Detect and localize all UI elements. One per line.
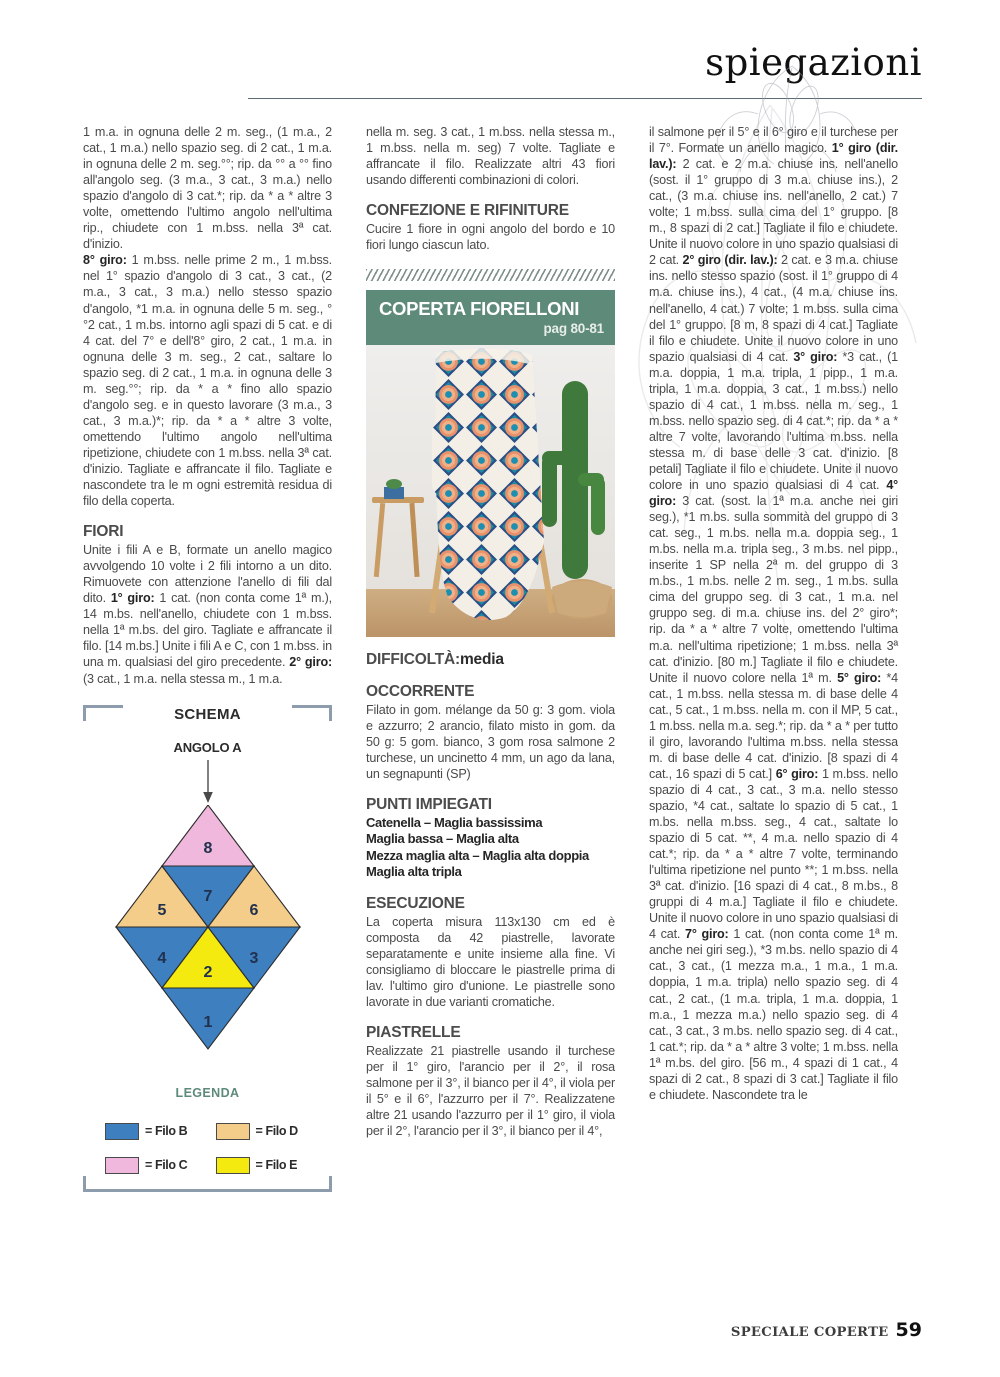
confezione-paragraph: Cucire 1 fiore in ogni angolo del bordo e 10 fiori lungo ciascun lato. bbox=[366, 222, 615, 253]
piastrelle-paragraph: Realizzate 21 piastrelle usando il turchese per il 1° giro, l'arancio per il 2°, il rosa salmone per il 3°, il bianco per il 4°, il viola per il 5° e il 6°, l'azzurro per il 7°. Realizzatene altre 21 usando l'azzurro per il 1° giro, il viola per il 2°, l'arancio per il 3°, il bianco per il 4°, bbox=[366, 1043, 615, 1139]
occorrente-heading: OCCORRENTE bbox=[366, 682, 475, 700]
legend-swatch-filo-c bbox=[105, 1157, 139, 1174]
piastrelle-heading: PIASTRELLE bbox=[366, 1023, 461, 1041]
punti-impiegati-heading: PUNTI IMPIEGATI bbox=[366, 795, 492, 813]
punti-line: Catenella – Maglia bassissima bbox=[366, 814, 543, 830]
svg-text:6: 6 bbox=[249, 901, 258, 919]
legend-swatch-filo-d bbox=[216, 1123, 250, 1140]
giro1-text: 2 cat. e 2 m.a. chiuse ins. nell'anello (sost. il 1° gruppo di 3 m.a. chiuse ins.), 2 cat., (3 m.a. chiuse ins. nell'anello, 2 cat.) 7 volte; 1 m.bss. sulla cima del 1° gruppo. [8 m., 8 spazi di 2 cat.] Tagliate il filo e chiudete. Unite il nuovo colore in uno spazio qualsiasi di 2 cat. bbox=[649, 157, 898, 268]
esecuzione-heading: ESECUZIONE bbox=[366, 894, 465, 912]
giro3-label: 3° giro: bbox=[793, 349, 838, 364]
schema-title: SCHEMA bbox=[174, 705, 241, 723]
project-card bbox=[366, 290, 615, 636]
occorrente-paragraph: Filato in gom. mélange da 50 g: 3 gom. viola e azzurro; 2 arancio, filato misto in gom. da 50 g: 5 gom. bianco, 3 gom rosa salmone 2 turchese, un uncinetto 4 mm, un ago da lana, un segnapunti (SP) bbox=[366, 702, 615, 781]
article-columns bbox=[83, 124, 921, 1284]
giro7-label: 7° giro: bbox=[685, 927, 729, 942]
difficolta-label: DIFFICOLTÀ: bbox=[366, 650, 460, 668]
schema-bracket-corner-br bbox=[329, 1176, 332, 1192]
svg-text:2: 2 bbox=[203, 963, 212, 981]
giro6-label: 6° giro: bbox=[775, 766, 819, 781]
col3-instructions bbox=[649, 124, 898, 1103]
schema-bracket-bottom bbox=[83, 1178, 332, 1192]
schema-angolo-label: ANGOLO A bbox=[173, 739, 242, 755]
giro5-label: 5° giro: bbox=[837, 670, 882, 685]
col3-part1: il salmone per il 5° e il 6° giro e il turchese per il 7°. Formate un anello magico. bbox=[649, 125, 898, 156]
project-card-header bbox=[366, 290, 615, 344]
punti-line: Mezza maglia alta – Maglia alta doppia bbox=[366, 847, 589, 863]
giro7-text: 1 cat. (non conta come 1ª m. anche nei giri seg.), *3 m.bs. nello spazio di 4 cat., 3 cat., (1 mezza m.a., 1 m.a., 1 m.a. doppia, 1 m.a. tripla) nello spazio seg. di 4 cat., 2 cat., (1 m.a. tripla, 1 m.a. doppia, 1 m.a., 1 mezza m.a.) nello spazio seg. di 4 cat., 3 cat., 3 m.bs. nello spazio seg. di 4 cat., 1 cat.*; rip. da * a * altre 3 volte; 1 m.bss. nella 1ª m.bs. del giro. [56 m., 4 spazi di 1 cat., 4 spazi di 2 cat., 8 spazi di 3 cat.] Tagliate il filo e chiudete. Nascondete tra le bbox=[649, 927, 898, 1102]
giro5-text: *4 cat., 1 m.bss. nella stessa m. di base delle 4 cat., 5 cat., 1 m.bss. nella m. con il MP, 5 cat., 1 m.bss. nella m.a. seg.*; rip. da * a * per tutto il giro, lavorando l'ultima m.bss. nella stessa m. di base delle 4 cat. d'inizio. [8 spazi di 4 cat., 16 spazi di 5 cat.] bbox=[649, 670, 898, 781]
fiori-heading: FIORI bbox=[83, 523, 124, 541]
svg-text:8: 8 bbox=[203, 839, 212, 857]
legenda-grid bbox=[105, 1123, 320, 1174]
col1-giro8-paragraph bbox=[83, 252, 332, 509]
giro4-text: 3 cat. (sost. la 1ª m.a. anche nei giri seg.), *1 m.bs. sulla sommità del gruppo di 3 cat. seg., 1 m.bs. nella m.a. doppia seg., 1 m.bs. nella m.a. tripla seg., 3 m.bs. nel pipp., inserite 1 SP nella 2ª m. del gruppo di 3 m.bs., 1 m.bs. nelle 2 m. seg., 1 m.bs. sulla cima del gruppo seg. di 3 cat., 1 m.a. nel gruppo seg. di m.a. chiuse ins. del 2° giro*; rip. da * a * altre 7 volte, omettendo l'ultima m.a. nell'ultima ripetizione; 1 m.bss. nella 3ª cat. d'inizio. [80 m.] Tagliate il filo e chiudete. Unite il nuovo colore nella 1ª m. bbox=[649, 494, 898, 685]
legend-swatch-filo-b bbox=[105, 1123, 139, 1140]
column-3 bbox=[649, 124, 898, 1103]
difficolta-heading bbox=[366, 651, 615, 669]
giro6-text: 1 m.bss. nello spazio di 4 cat., 3 cat., 3 m.a. nello stesso spazio, *4 cat., saltate lo spazio di 5 cat., 1 m.bs. nella m.bss. seg., 4 cat., saltate lo spazio di 5 cat. **, 4 m.a. nello spazio di 4 cat.*; rip. da * a * altre 7 volte, terminando l'ultima ripetizione nel punto **; 1 m.bss. nella 3ª cat. d'inizio. [16 spazi di 4 cat., 8 m.bs., 8 gruppi di 4 m.a.] Tagliate il filo e chiudete. Unite il nuovo colore in uno spazio qualsiasi di 4 cat. bbox=[649, 766, 898, 942]
punti-line: Maglia bassa – Maglia alta bbox=[366, 831, 519, 847]
legend-label: = Filo B bbox=[145, 1124, 188, 1139]
masthead-rule bbox=[248, 98, 922, 99]
footer-label: SPECIALE COPERTE bbox=[730, 1325, 889, 1340]
page-title: spiegazioni bbox=[705, 41, 922, 84]
fiori-paragraph bbox=[83, 542, 332, 686]
legend-item bbox=[216, 1157, 321, 1174]
punti-impiegati-list bbox=[366, 815, 615, 881]
fiori-giro1-label: 1° giro: bbox=[110, 591, 155, 606]
legend-label: = Filo D bbox=[255, 1124, 298, 1139]
svg-text:7: 7 bbox=[203, 887, 212, 905]
difficolta-value: media bbox=[459, 650, 504, 668]
svg-text:1: 1 bbox=[203, 1013, 212, 1031]
schema-diamond-diagram bbox=[113, 805, 303, 1050]
svg-text:3: 3 bbox=[249, 949, 258, 967]
footer-page-number: 59 bbox=[895, 1319, 922, 1341]
esecuzione-paragraph: La coperta misura 113x130 cm ed è composta da 42 piastrelle, lavorate separatamente e unite insieme alla fine. Vi consigliamo di bloccare le piastrelle prima di lav. l'ultimo giro d'unione. Le piastrelle sono lavorate in due varianti cromatiche. bbox=[366, 914, 615, 1009]
giro2-label: 2° giro (dir. lav.): bbox=[682, 253, 778, 268]
punti-line: Maglia alta tripla bbox=[366, 864, 462, 880]
schema-bracket-corner-bl bbox=[83, 1176, 86, 1192]
fiori-giro2-label: 2° giro: bbox=[289, 655, 332, 670]
col1-continued-paragraph bbox=[83, 124, 332, 252]
page-footer bbox=[731, 1319, 922, 1341]
col1-continued-text: 1 m.a. in ognuna delle 2 m. seg., (1 m.a., 2 cat., 1 m.a.) nello spazio seg. di 2 cat., 1 m.a. in ognuna delle 2 m. seg.°°; rip. da °° a °° fino all'angolo seg. (3 m.a., 3 cat., 3 m.a.) nello spazio d'angolo di 3 cat.*; rip. da * a * altre 3 volte, omettendo l'ultimo angolo nell'ultima rip., chiudete con 1 m.bss. nella 3ª cat. d'inizio. bbox=[83, 125, 332, 252]
down-arrow-icon bbox=[200, 760, 216, 804]
legenda-title: LEGENDA bbox=[175, 1085, 240, 1100]
confezione-heading: CONFEZIONE E RIFINITURE bbox=[366, 202, 569, 220]
fiori-intro-text: Unite i fili A e B, formate un anello magico avvolgendo 10 volte i 2 fili intorno a un dito. Rimuovete con attenzione l'anello di fili dal dito. bbox=[83, 543, 332, 606]
legend-item bbox=[216, 1123, 321, 1140]
giro8-text: 1 m.bss. nelle prime 2 m., 1 m.bss. nel 1° spazio d'angolo di 3 cat., 3 cat., (2 m.a., 3 cat., 3 m.a.) nello stesso spazio d'angolo, *1 m.a. in ognuna delle 5 m. seg., °°2 cat., 1 m.bs. intorno agli spazi di 5 cat. e di 4 cat. del 7° e dell'8° giro, 2 cat., 1 m.a. in ognuna delle 3 m. seg., 2 cat., saltare lo spazio seg. di 2 cat., 1 m.a. in ognuna delle 3 m. seg.°°; rip. da * a * fino allo spazio d'angolo seg. e in questo lavorare (3 m.a., 3 cat., 3 m.a.)*; rip. da * a * altre 3 volte, omettendo l'ultimo angolo nell'ultima ripetizione, chiudete con 1 m.bss. nella 3ª cat. d'inizio. Tagliate e affrancate il filo. Tagliate e nascondete tra le m ogni estremità residua di filo della coperta. bbox=[83, 253, 332, 509]
giro2-text: 2 cat. e 3 m.a. chiuse ins. nello stesso spazio (sost. il 1° gruppo di 4 m.a. chiuse ins.), 4 cat., (4 m.a. chiuse ins. nell'anello, 4 cat.) 7 volte; 1 m.bss. sulla cima del 1° gruppo. [8 m, 8 spazi di 4 cat.] Tagliate il filo e chiudete. Unite il nuovo colore in uno spazio qualsiasi di 4 cat. bbox=[649, 253, 898, 364]
giro1-label: 1° giro (dir. lav.): bbox=[649, 141, 898, 172]
blanket-scene-illustration bbox=[366, 345, 615, 637]
legend-label: = Filo E bbox=[255, 1158, 298, 1173]
fiori-giro2-text: (3 cat., 1 m.a. nella stessa m., 1 m.a. bbox=[83, 671, 283, 686]
project-card-title: COPERTA FIORELLONI bbox=[379, 298, 580, 320]
svg-text:5: 5 bbox=[157, 901, 166, 919]
legend-item bbox=[105, 1157, 210, 1174]
fiori-giro1-text: 1 cat. (non conta come 1ª m.), 14 m.bs. nell'anello, chiudete con 1 m.bss. nella 1ª m.bs. del giro. Tagliate e affrancate il filo. [14 m.bs.] Unite i fili A e C, con 1 m.bss. in una m. qualsiasi del giro precedente. bbox=[83, 591, 332, 670]
project-card-pages: pag 80-81 bbox=[543, 320, 604, 336]
column-2 bbox=[366, 124, 615, 1139]
page-masthead bbox=[0, 0, 1000, 112]
giro8-label: 8° giro: bbox=[83, 253, 127, 268]
giro4-label: 4° giro: bbox=[649, 478, 898, 509]
svg-text:4: 4 bbox=[157, 949, 166, 967]
section-divider-hatched bbox=[366, 269, 615, 281]
column-1 bbox=[83, 124, 332, 1192]
legend-swatch-filo-e bbox=[216, 1157, 250, 1174]
legend-label: = Filo C bbox=[145, 1158, 188, 1173]
schema-panel bbox=[83, 705, 332, 1192]
crochet-blanket-photo bbox=[366, 345, 615, 637]
col2-continued-paragraph: nella m. seg. 3 cat., 1 m.bss. nella stessa m., 1 m.bss. nella m. seg) 7 volte. Tagliate e affrancate il filo. Realizzate altri 43 fiori usando differenti combinazioni di colori. bbox=[366, 125, 615, 188]
giro3-text: *3 cat., (1 m.a. doppia, 1 m.a. tripla, 1 pipp., 1 m.a. tripla, 1 m.a. doppia, 3 cat., 1 m.bss.) nello spazio di 4 cat., 1 m.bss. nella m. seg., 1 m.bss. nello spazio seg. di 4 cat.*; rip. da * a * altre 7 volte, lavorando l'ultima m.bss. nella stessa m. di base delle 3 cat. d'inizio. [8 petali] Tagliate il filo e chiudete. Unite il nuovo colore in uno spazio qualsiasi di 4 cat. bbox=[649, 349, 898, 493]
legend-item bbox=[105, 1123, 210, 1140]
